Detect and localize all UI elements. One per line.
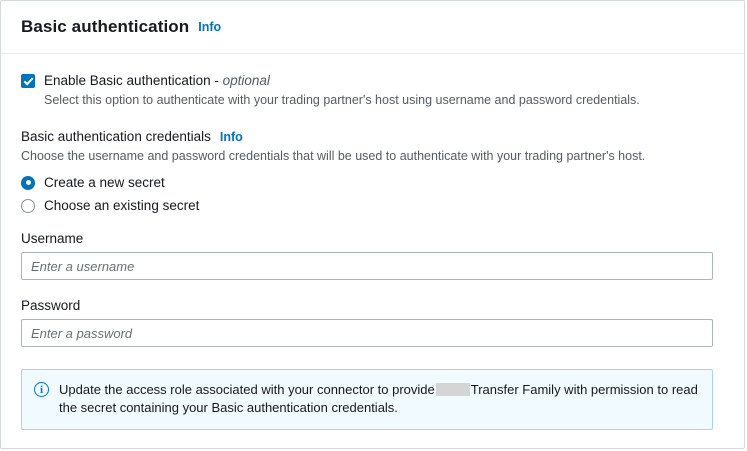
credentials-label-row — [21, 129, 724, 144]
page-title: Basic authentication — [21, 17, 190, 36]
credentials-label: Basic authentication credentials — [21, 129, 211, 144]
panel-info-link[interactable]: Info — [198, 20, 222, 34]
redacted-brand-block — [436, 383, 470, 396]
username-field-group — [21, 231, 724, 280]
info-alert-text-before: Update the access role associated with your connector to provide — [59, 382, 435, 397]
credentials-section — [21, 129, 724, 213]
enable-basic-auth-checkbox[interactable] — [21, 74, 35, 88]
enable-basic-auth-description: Select this option to authenticate with your trading partner's host using username and password credentials. — [44, 93, 640, 107]
credentials-info-link[interactable]: Info — [219, 130, 243, 144]
enable-basic-auth-texts — [44, 72, 640, 108]
credentials-description: Choose the username and password credentials that will be used to authenticate with your trading partner's host. — [21, 149, 646, 163]
panel-header — [1, 1, 744, 54]
enable-basic-auth-row — [21, 72, 724, 108]
radio-create-new-secret-label[interactable]: Create a new secret — [44, 175, 165, 190]
info-icon: i — [34, 382, 49, 397]
enable-basic-auth-optional-text: optional — [222, 73, 270, 88]
info-alert-text-after: Transfer Family with permission to read the secret containing your Basic authentication credentials. — [59, 382, 698, 415]
password-label: Password — [21, 298, 81, 313]
password-field-group — [21, 298, 724, 347]
info-alert-text — [59, 381, 700, 417]
radio-create-new-secret[interactable] — [21, 176, 35, 190]
radio-existing-secret-label[interactable]: Choose an existing secret — [44, 198, 200, 213]
username-label: Username — [21, 231, 84, 246]
info-alert — [21, 369, 713, 430]
password-input[interactable] — [21, 319, 713, 347]
credentials-radio-group — [21, 175, 724, 213]
panel-body — [1, 54, 744, 430]
radio-option-create-new-secret[interactable] — [21, 175, 724, 190]
radio-option-existing-secret[interactable] — [21, 198, 724, 213]
username-input[interactable] — [21, 252, 713, 280]
enable-basic-auth-label — [44, 72, 640, 89]
radio-existing-secret[interactable] — [21, 199, 35, 213]
enable-basic-auth-label-text: Enable Basic authentication - — [44, 73, 223, 88]
